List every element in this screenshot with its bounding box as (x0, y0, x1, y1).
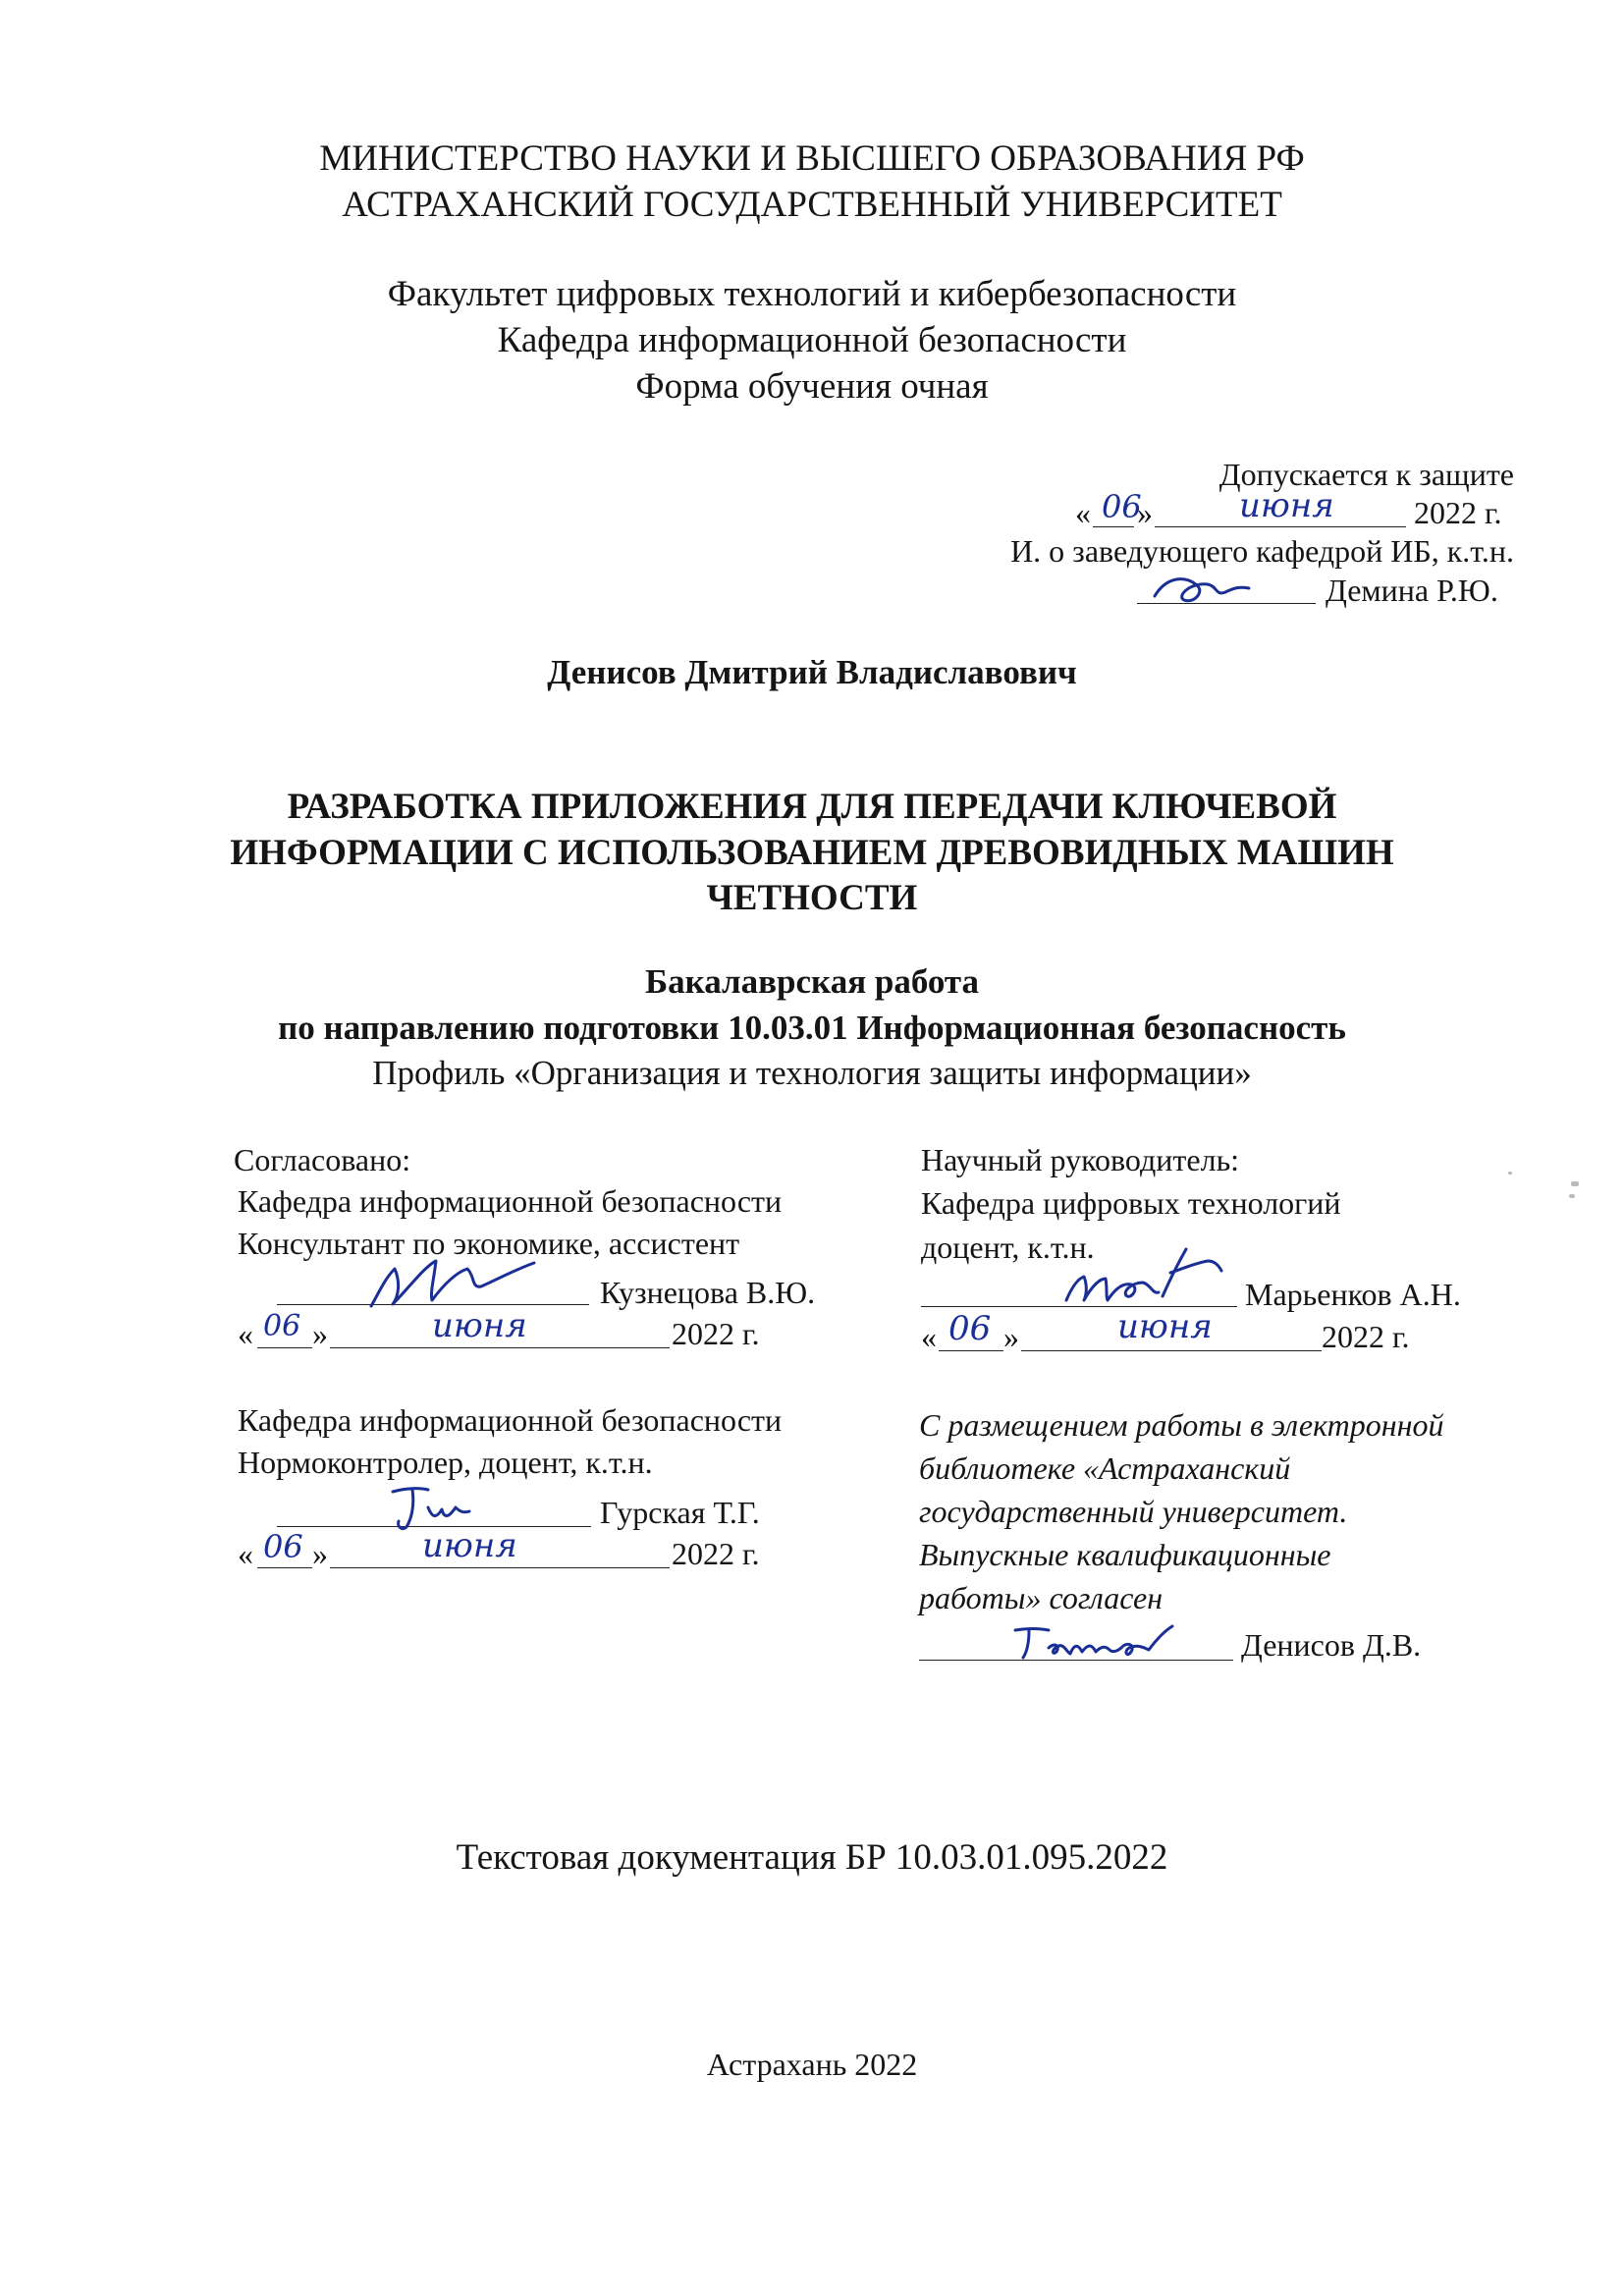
author-name: Денисов Дмитрий Владиславович (547, 653, 1077, 691)
normcontrol-date-mid: » (312, 1536, 328, 1571)
consent-line-3: государственный университет. (919, 1494, 1348, 1529)
university-line: АСТРАХАНСКИЙ ГОСУДАРСТВЕННЫЙ УНИВЕРСИТЕТ (342, 185, 1282, 225)
consultant-date-open: « (238, 1316, 253, 1351)
normcontrol-signature (385, 1478, 473, 1533)
normcontrol-date-open: « (238, 1536, 253, 1571)
supervisor-dept: Кафедра цифровых технологий (921, 1185, 1341, 1221)
approval-title: Допускается к защите (1218, 457, 1514, 492)
approval-date-day: 06 (1102, 488, 1142, 525)
consultant-dept: Кафедра информационной безопасности (238, 1183, 783, 1219)
supervisor-title: Научный руководитель: (921, 1142, 1240, 1177)
approval-name: Демина Р.Ю. (1326, 573, 1498, 608)
city-year: Астрахань 2022 (706, 2047, 918, 2082)
department-line: Кафедра информационной безопасности (497, 320, 1127, 360)
scan-speck (1569, 1194, 1575, 1198)
thesis-title-line-3: ЧЕТНОСТИ (706, 878, 918, 918)
supervisor-date-month: июня (1117, 1307, 1213, 1346)
consent-line-2: библиотеке «Астраханский (919, 1450, 1291, 1486)
study-form-line: Форма обучения очная (635, 366, 989, 407)
consultant-date-month: июня (432, 1306, 527, 1345)
supervisor-date-open: « (921, 1319, 937, 1354)
consultant-name: Кузнецова В.Ю. (600, 1275, 816, 1310)
scan-speck (1508, 1172, 1512, 1175)
consent-line-5: работы» согласен (919, 1580, 1164, 1615)
consent-line-1: С размещением работы в электронной (919, 1407, 1444, 1443)
thesis-title-line-1: РАЗРАБОТКА ПРИЛОЖЕНИЯ ДЛЯ ПЕРЕДАЧИ КЛЮЧЕВОЙ (287, 787, 1337, 827)
approval-date-open: « (1075, 495, 1091, 530)
thesis-title-line-2: ИНФОРМАЦИИ С ИСПОЛЬЗОВАНИЕМ ДРЕВОВИДНЫХ МАШИН (230, 833, 1394, 873)
normcontrol-dept: Кафедра информационной безопасности (238, 1402, 783, 1438)
approval-position: И. о заведующего кафедрой ИБ, к.т.н. (1010, 533, 1514, 569)
consent-signature (1009, 1620, 1190, 1664)
supervisor-role: доцент, к.т.н. (921, 1230, 1095, 1265)
consent-name: Денисов Д.В. (1241, 1627, 1422, 1663)
consultant-role: Консультант по экономике, ассистент (238, 1226, 740, 1261)
consultant-signature (365, 1249, 542, 1314)
ministry-line: МИНИСТЕРСТВО НАУКИ И ВЫСШЕГО ОБРАЗОВАНИЯ РФ (319, 138, 1305, 179)
supervisor-name: Марьенков А.Н. (1245, 1277, 1461, 1312)
faculty-line: Факультет цифровых технологий и кибербезопасности (387, 274, 1237, 314)
normcontrol-name: Гурская Т.Г. (600, 1495, 760, 1530)
supervisor-date-year: 2022 г. (1322, 1319, 1410, 1354)
normcontrol-date-month: июня (422, 1526, 517, 1565)
approval-signature (1147, 565, 1255, 614)
supervisor-signature (1060, 1239, 1227, 1310)
supervisor-date-day: 06 (948, 1309, 992, 1348)
approval-date-year: 2022 г. (1414, 495, 1502, 530)
consultant-date-mid: » (312, 1316, 328, 1351)
supervisor-date-mid: » (1003, 1319, 1019, 1354)
normcontrol-role: Нормоконтролер, доцент, к.т.н. (238, 1445, 653, 1480)
work-direction: по направлению подготовки 10.03.01 Информационная безопасность (278, 1009, 1346, 1047)
agreed-label: Согласовано: (234, 1142, 411, 1177)
consultant-date-year: 2022 г. (672, 1316, 760, 1351)
work-profile: Профиль «Организация и технология защиты информации» (372, 1054, 1252, 1092)
work-type: Бакалаврская работа (644, 962, 980, 1001)
consultant-date-day: 06 (263, 1309, 301, 1343)
approval-date-month: июня (1239, 486, 1334, 525)
normcontrol-date-year: 2022 г. (672, 1536, 760, 1571)
consent-line-4: Выпускные квалификационные (919, 1537, 1331, 1572)
document-code: Текстовая документация БР 10.03.01.095.2022 (456, 1837, 1168, 1878)
scan-speck (1571, 1181, 1579, 1186)
normcontrol-date-day: 06 (263, 1528, 303, 1565)
approval-date-mid: » (1137, 495, 1153, 530)
